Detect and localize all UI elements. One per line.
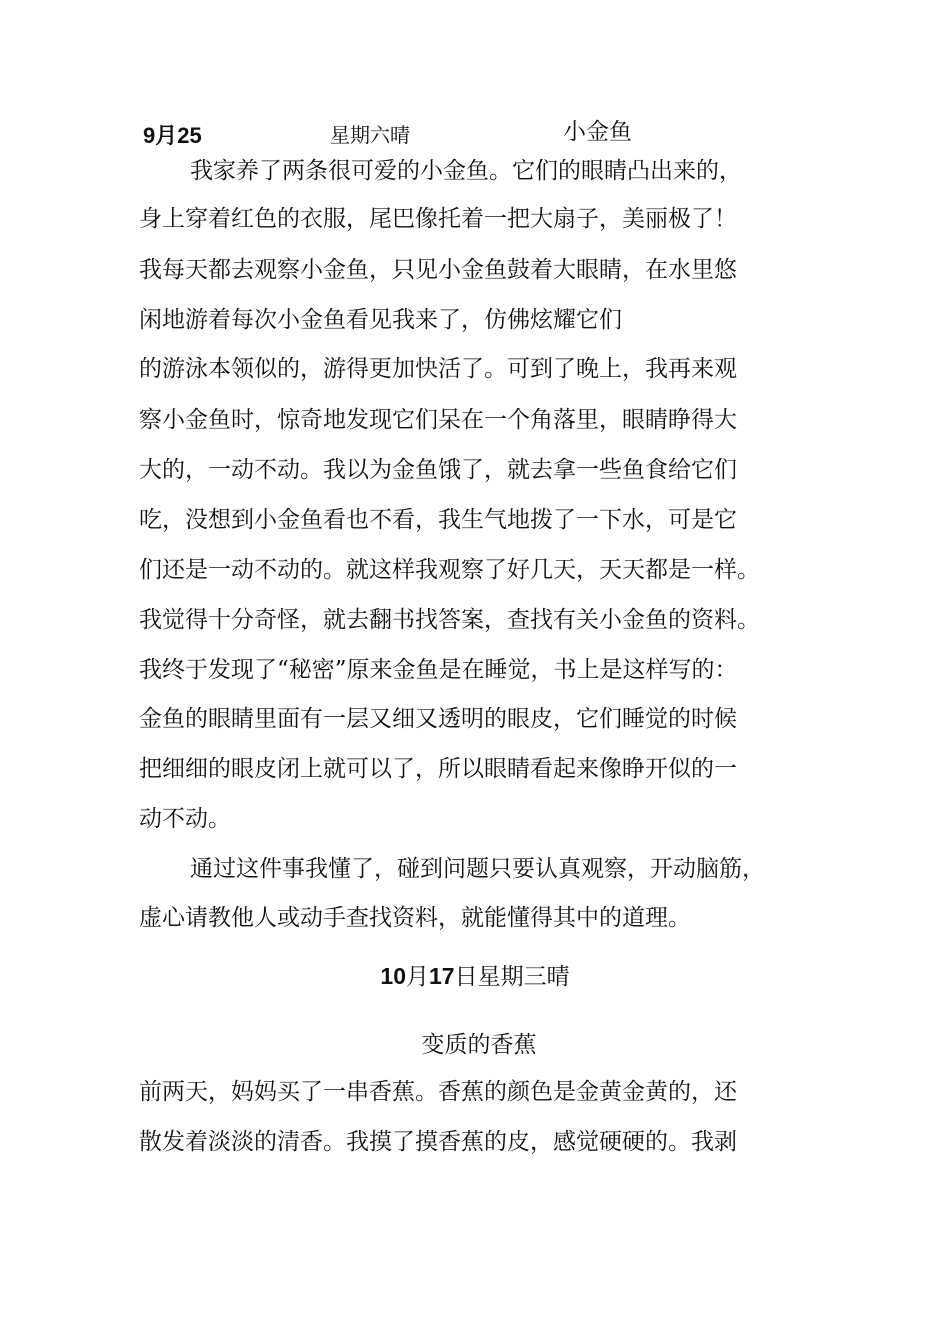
entry1-weekday-weather: 星期六晴 [330, 123, 410, 147]
entry1-line: 们还是一动不动的。就这样我观察了好几天，天天都是一样。 [139, 557, 760, 583]
entry1-line: 我家养了两条很可爱的小金鱼。它们的眼睛凸出来的， [190, 158, 742, 184]
entry1-line: 闲地游着每次小金鱼看见我来了，仿佛炫耀它们 [139, 307, 622, 333]
entry1-line: 我每天都去观察小金鱼，只见小金鱼鼓着大眼睛，在水里悠 [139, 257, 737, 283]
entry1-line: 的游泳本领似的，游得更加快活了。可到了晚上，我再来观 [139, 356, 737, 382]
entry1-line: 通过这件事我懂了，碰到问题只要认真观察，开动脑筋， [190, 856, 765, 882]
entry2-day: 17 [429, 963, 455, 989]
entry1-header [0, 113, 950, 147]
entry1-line: 我终于发现了“秘密”原来金鱼是在睡觉，书上是这样写的： [139, 657, 738, 683]
entry1-line: 大的，一动不动。我以为金鱼饿了，就去拿一些鱼食给它们 [139, 457, 737, 483]
entry2-month-label: 月 [406, 964, 429, 990]
entry1-line: 吃，没想到小金鱼看也不看，我生气地拨了一下水，可是它 [139, 507, 737, 533]
entry2-day-suffix: 日星期三晴 [454, 964, 570, 990]
entry1-line: 金鱼的眼睛里面有一层又细又透明的眼皮，它们睡觉的时候 [139, 706, 737, 732]
entry1-line: 察小金鱼时，惊奇地发现它们呆在一个角落里，眼睛睁得大 [139, 407, 737, 433]
entry1-line: 虚心请教他人或动手查找资料，就能懂得其中的道理。 [139, 905, 691, 931]
entry1-title: 小金鱼 [563, 119, 632, 145]
entry2-line: 前两天，妈妈买了一串香蕉。香蕉的颜色是金黄金黄的，还 [139, 1079, 737, 1105]
entry1-line: 把细细的眼皮闭上就可以了，所以眼睛看起来像睁开似的一 [139, 756, 737, 782]
entry2-date-heading [0, 958, 950, 991]
entry2-title: 变质的香蕉 [421, 1032, 537, 1058]
entry1-date: 9月25 [143, 123, 202, 147]
entry1-line: 我觉得十分奇怪，就去翻书找答案，查找有关小金鱼的资料。 [139, 607, 760, 633]
entry2-line: 散发着淡淡的清香。我摸了摸香蕉的皮，感觉硬硬的。我剥 [139, 1129, 737, 1155]
entry1-line: 身上穿着红色的衣服，尾巴像托着一把大扇子，美丽极了！ [139, 206, 737, 232]
entry1-line: 动不动。 [139, 806, 231, 832]
entry2-month: 10 [380, 963, 406, 989]
